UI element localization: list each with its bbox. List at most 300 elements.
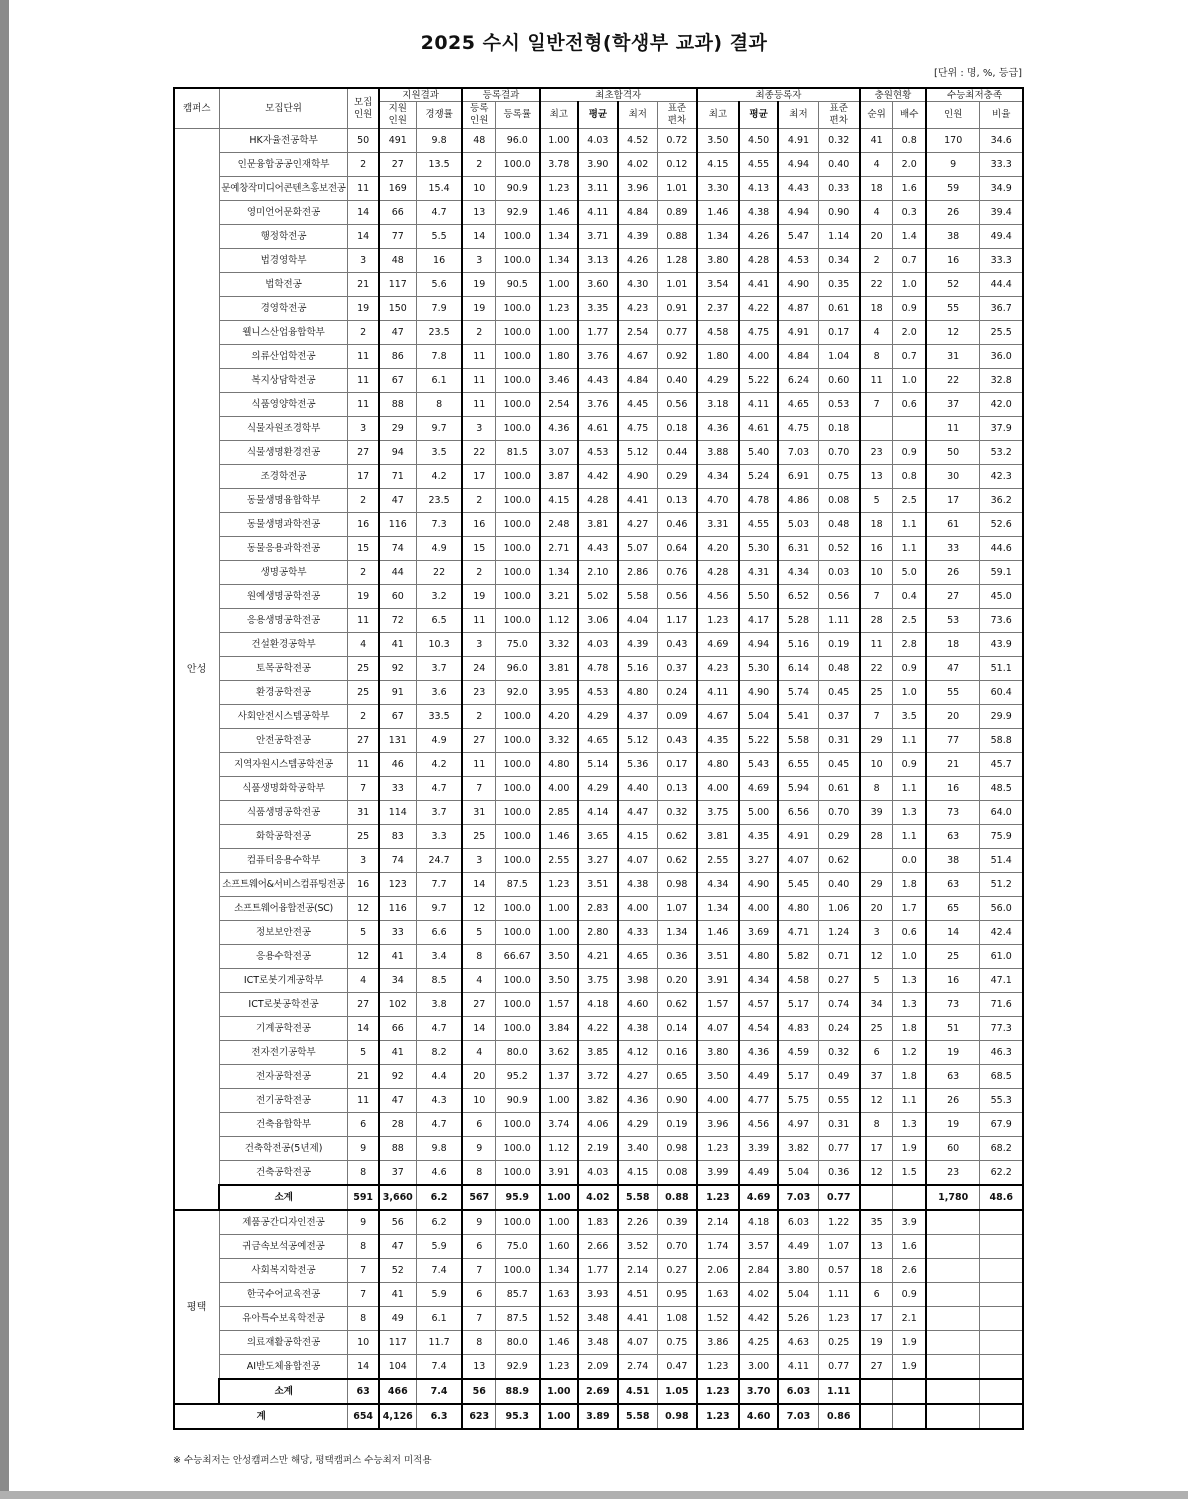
value-cell: 22	[860, 273, 893, 297]
value-cell: 28	[860, 609, 893, 633]
value-cell: 0.17	[657, 753, 697, 777]
value-cell: 2.0	[893, 321, 926, 345]
value-cell: 63	[348, 1379, 379, 1404]
value-cell: 1.63	[540, 1283, 579, 1307]
value-cell: 0.77	[818, 1185, 860, 1210]
value-cell: 39	[860, 801, 893, 825]
value-cell: 5.58	[618, 1185, 658, 1210]
value-cell: 68.5	[980, 1065, 1023, 1089]
value-cell: 8	[860, 777, 893, 801]
value-cell: 0.55	[818, 1089, 860, 1113]
value-cell: 18	[860, 297, 893, 321]
value-cell: 3.46	[540, 369, 579, 393]
value-cell: 16	[348, 873, 379, 897]
value-cell: 50	[348, 129, 379, 153]
value-cell: 16	[926, 249, 980, 273]
value-cell: 45.0	[980, 585, 1023, 609]
value-cell: 4.94	[778, 201, 818, 225]
value-cell: 1.23	[540, 873, 579, 897]
unit-name-cell: ICT로봇공학전공	[219, 993, 348, 1017]
grand-total-row	[174, 1404, 1023, 1429]
value-cell: 5.82	[778, 945, 818, 969]
value-cell: 18	[860, 1259, 893, 1283]
value-cell: 100.0	[496, 1017, 540, 1041]
value-cell: 3.27	[578, 849, 618, 873]
value-cell: 1.23	[540, 1355, 579, 1380]
value-cell: 5.03	[778, 513, 818, 537]
value-cell: 4.58	[778, 969, 818, 993]
table-row	[174, 1017, 1023, 1041]
value-cell: 1.8	[893, 1017, 926, 1041]
value-cell: 23.5	[416, 321, 462, 345]
value-cell: 100.0	[496, 993, 540, 1017]
value-cell: 4.00	[697, 1089, 739, 1113]
unit-name-cell: 전자공학전공	[219, 1065, 348, 1089]
value-cell: 0.24	[818, 1017, 860, 1041]
value-cell: 16	[462, 513, 495, 537]
value-cell: 37	[860, 1065, 893, 1089]
value-cell: 7.9	[416, 297, 462, 321]
value-cell: 0.49	[818, 1065, 860, 1089]
value-cell: 2.8	[893, 633, 926, 657]
value-cell: 1.0	[893, 945, 926, 969]
unit-name-cell: 의료재활공학전공	[219, 1331, 348, 1355]
value-cell: 0.40	[818, 153, 860, 177]
value-cell: 41	[860, 129, 893, 153]
value-cell: 4.29	[578, 777, 618, 801]
value-cell: 2	[348, 705, 379, 729]
header-first-max: 최고	[540, 102, 579, 129]
value-cell: 0.62	[657, 849, 697, 873]
value-cell: 4.47	[618, 801, 658, 825]
value-cell: 34	[379, 969, 416, 993]
value-cell: 2.84	[739, 1259, 779, 1283]
value-cell: 60	[926, 1137, 980, 1161]
value-cell: 81.5	[496, 441, 540, 465]
table-row	[174, 1355, 1023, 1380]
value-cell: 37.9	[980, 417, 1023, 441]
value-cell: 3.40	[618, 1137, 658, 1161]
value-cell: 1.23	[818, 1307, 860, 1331]
value-cell: 4	[860, 153, 893, 177]
value-cell: 4.78	[739, 489, 779, 513]
value-cell: 19	[462, 273, 495, 297]
value-cell: 4	[348, 969, 379, 993]
value-cell: 27	[462, 729, 495, 753]
table-row	[174, 1065, 1023, 1089]
value-cell: 0.20	[657, 969, 697, 993]
table-row	[174, 657, 1023, 681]
value-cell: 4.12	[618, 1041, 658, 1065]
value-cell: 48	[462, 129, 495, 153]
value-cell: 75.0	[496, 633, 540, 657]
unit-name-cell: 사회안전시스템공학부	[219, 705, 348, 729]
value-cell: 27	[860, 1355, 893, 1380]
value-cell: 46.3	[980, 1041, 1023, 1065]
value-cell: 4.21	[578, 945, 618, 969]
value-cell: 4.42	[739, 1307, 779, 1331]
table-row	[174, 561, 1023, 585]
unit-name-cell: 식물생명환경전공	[219, 441, 348, 465]
value-cell: 4.84	[618, 369, 658, 393]
value-cell: 4.27	[618, 1065, 658, 1089]
value-cell: 11	[462, 345, 495, 369]
value-cell: 0.18	[657, 417, 697, 441]
value-cell: 4.60	[739, 1404, 779, 1429]
value-cell: 3.82	[578, 1089, 618, 1113]
value-cell: 63	[926, 825, 980, 849]
value-cell: 5	[462, 921, 495, 945]
unit-name-cell: 식품생명화학공학부	[219, 777, 348, 801]
footnote: ※ 수능최저는 안성캠퍼스만 해당, 평택캠퍼스 수능최저 미적용	[173, 1455, 432, 1466]
value-cell: 48	[379, 249, 416, 273]
value-cell: 8	[348, 1235, 379, 1259]
value-cell: 3.93	[578, 1283, 618, 1307]
value-cell: 1.23	[697, 1404, 739, 1429]
table-row	[174, 489, 1023, 513]
value-cell: 3.51	[697, 945, 739, 969]
table-row	[174, 417, 1023, 441]
value-cell: 31	[462, 801, 495, 825]
value-cell: 0.16	[657, 1041, 697, 1065]
value-cell: 11	[860, 633, 893, 657]
value-cell: 9	[462, 1210, 495, 1235]
value-cell: 4.34	[697, 465, 739, 489]
value-cell: 3.32	[540, 729, 579, 753]
value-cell: 5.22	[739, 729, 779, 753]
value-cell: 65	[926, 897, 980, 921]
value-cell: 1.00	[540, 129, 579, 153]
value-cell: 10.3	[416, 633, 462, 657]
header-campus: 캠퍼스	[174, 88, 219, 129]
value-cell: 1.0	[893, 369, 926, 393]
header-apply-group: 지원결과	[379, 88, 463, 102]
value-cell: 4.94	[778, 153, 818, 177]
value-cell: 4.80	[618, 681, 658, 705]
value-cell: 2.1	[893, 1307, 926, 1331]
header-mult: 배수	[893, 102, 926, 129]
value-cell: 14	[462, 1017, 495, 1041]
value-cell: 5.30	[739, 657, 779, 681]
value-cell: 0.91	[657, 297, 697, 321]
value-cell	[893, 1185, 926, 1210]
value-cell: 4.49	[778, 1235, 818, 1259]
value-cell: 20	[860, 897, 893, 921]
value-cell: 66	[379, 1017, 416, 1041]
value-cell: 7	[860, 585, 893, 609]
value-cell: 3.81	[578, 513, 618, 537]
value-cell: 2.86	[618, 561, 658, 585]
value-cell: 2.69	[578, 1379, 618, 1404]
value-cell: 56	[379, 1210, 416, 1235]
value-cell: 4.55	[739, 513, 779, 537]
table-row	[174, 897, 1023, 921]
value-cell: 3.95	[540, 681, 579, 705]
value-cell: 0.27	[818, 969, 860, 993]
value-cell: 0.34	[818, 249, 860, 273]
value-cell: 4.00	[618, 897, 658, 921]
value-cell: 5.22	[739, 369, 779, 393]
value-cell: 25	[462, 825, 495, 849]
value-cell: 25	[348, 825, 379, 849]
value-cell: 4.34	[778, 561, 818, 585]
value-cell: 4.35	[739, 825, 779, 849]
table-row	[174, 1161, 1023, 1186]
value-cell: 491	[379, 129, 416, 153]
value-cell: 0.32	[818, 129, 860, 153]
value-cell: 1.23	[540, 177, 579, 201]
value-cell: 3.70	[739, 1379, 779, 1404]
value-cell: 2.55	[697, 849, 739, 873]
value-cell: 0.90	[657, 1089, 697, 1113]
value-cell	[926, 1379, 980, 1404]
value-cell: 131	[379, 729, 416, 753]
value-cell: 49	[379, 1307, 416, 1331]
header-first-group: 최초합격자	[540, 88, 697, 102]
value-cell: 0.71	[818, 945, 860, 969]
value-cell: 7	[462, 777, 495, 801]
value-cell: 4.36	[739, 1041, 779, 1065]
value-cell: 0.36	[657, 945, 697, 969]
value-cell: 100.0	[496, 153, 540, 177]
value-cell: 71	[379, 465, 416, 489]
table-row	[174, 609, 1023, 633]
value-cell: 4.9	[416, 537, 462, 561]
value-cell: 1.77	[578, 321, 618, 345]
value-cell: 26	[926, 1089, 980, 1113]
value-cell: 1.57	[697, 993, 739, 1017]
value-cell: 0.70	[657, 1235, 697, 1259]
unit-name-cell: 인문융합공공인재학부	[219, 153, 348, 177]
value-cell: 3.76	[578, 393, 618, 417]
value-cell	[980, 1331, 1023, 1355]
value-cell: 3.4	[416, 945, 462, 969]
header-wait-group: 충원현황	[860, 88, 926, 102]
value-cell: 32.8	[980, 369, 1023, 393]
unit-name-cell: 기계공학전공	[219, 1017, 348, 1041]
value-cell: 4.11	[697, 681, 739, 705]
value-cell: 4.02	[578, 1185, 618, 1210]
value-cell: 100.0	[496, 705, 540, 729]
value-cell: 2.48	[540, 513, 579, 537]
value-cell: 3.52	[618, 1235, 658, 1259]
value-cell: 1.00	[540, 1185, 579, 1210]
unit-name-cell: 소프트웨어융합전공(SC)	[219, 897, 348, 921]
value-cell: 4.34	[739, 969, 779, 993]
value-cell: 3.50	[697, 1065, 739, 1089]
unit-name-cell: 제품공간디자인전공	[219, 1210, 348, 1235]
value-cell: 4.07	[618, 849, 658, 873]
table-row	[174, 705, 1023, 729]
value-cell: 88	[379, 393, 416, 417]
value-cell: 7.03	[778, 441, 818, 465]
value-cell: 0.9	[893, 1283, 926, 1307]
value-cell: 1.14	[818, 225, 860, 249]
value-cell: 6.14	[778, 657, 818, 681]
value-cell: 1.5	[893, 1161, 926, 1186]
value-cell: 4	[860, 321, 893, 345]
value-cell: 14	[462, 873, 495, 897]
value-cell: 33.3	[980, 153, 1023, 177]
unit-name-cell: 동물생명과학전공	[219, 513, 348, 537]
value-cell: 3.75	[578, 969, 618, 993]
value-cell: 1.9	[893, 1331, 926, 1355]
value-cell: 4.70	[697, 489, 739, 513]
value-cell: 22	[462, 441, 495, 465]
value-cell: 6.1	[416, 369, 462, 393]
value-cell: 4.65	[578, 729, 618, 753]
value-cell: 0.98	[657, 873, 697, 897]
value-cell: 7	[348, 1259, 379, 1283]
value-cell: 100.0	[496, 585, 540, 609]
value-cell: 4.18	[578, 993, 618, 1017]
value-cell: 3.80	[697, 1041, 739, 1065]
value-cell: 48.6	[980, 1185, 1023, 1210]
value-cell: 4.87	[778, 297, 818, 321]
table-row	[174, 153, 1023, 177]
value-cell: 4.15	[618, 825, 658, 849]
value-cell: 24.7	[416, 849, 462, 873]
value-cell: 38	[926, 225, 980, 249]
value-cell: 36.0	[980, 345, 1023, 369]
value-cell: 3.00	[739, 1355, 779, 1380]
value-cell: 1.05	[657, 1379, 697, 1404]
value-cell: 5.47	[778, 225, 818, 249]
value-cell: 14	[348, 1017, 379, 1041]
value-cell: 90.9	[496, 1089, 540, 1113]
value-cell: 7.7	[416, 873, 462, 897]
value-cell: 5.74	[778, 681, 818, 705]
value-cell: 0.53	[818, 393, 860, 417]
value-cell	[860, 1185, 893, 1210]
value-cell: 100.0	[496, 513, 540, 537]
value-cell: 2.66	[578, 1235, 618, 1259]
value-cell: 13	[462, 1355, 495, 1380]
value-cell: 18	[926, 633, 980, 657]
value-cell: 92.9	[496, 201, 540, 225]
value-cell: 6.52	[778, 585, 818, 609]
value-cell: 0.27	[657, 1259, 697, 1283]
value-cell: 100.0	[496, 609, 540, 633]
table-row	[174, 297, 1023, 321]
unit-name-cell: 생명공학부	[219, 561, 348, 585]
value-cell: 1.6	[893, 1235, 926, 1259]
value-cell: 28	[860, 825, 893, 849]
value-cell: 5	[348, 1041, 379, 1065]
value-cell: 3	[462, 249, 495, 273]
value-cell: 38	[926, 849, 980, 873]
value-cell: 96.0	[496, 657, 540, 681]
value-cell: 6.31	[778, 537, 818, 561]
value-cell: 5.40	[739, 441, 779, 465]
value-cell: 4.25	[739, 1331, 779, 1355]
table-row	[174, 585, 1023, 609]
value-cell: 74	[379, 537, 416, 561]
value-cell: 1.12	[540, 1137, 579, 1161]
value-cell: 17	[348, 465, 379, 489]
value-cell: 75.9	[980, 825, 1023, 849]
value-cell: 4.02	[618, 153, 658, 177]
value-cell: 0.43	[657, 633, 697, 657]
value-cell: 72	[379, 609, 416, 633]
value-cell: 1.80	[540, 345, 579, 369]
value-cell: 6.2	[416, 1210, 462, 1235]
value-cell: 2.5	[893, 609, 926, 633]
value-cell: 47.1	[980, 969, 1023, 993]
value-cell: 92.9	[496, 1355, 540, 1380]
header-first-min: 최저	[618, 102, 658, 129]
value-cell: 5.5	[416, 225, 462, 249]
value-cell: 1.37	[540, 1065, 579, 1089]
value-cell: 42.4	[980, 921, 1023, 945]
value-cell: 1.0	[893, 273, 926, 297]
value-cell: 0.29	[818, 825, 860, 849]
value-cell: 0.32	[818, 1041, 860, 1065]
value-cell: 6.6	[416, 921, 462, 945]
value-cell: 100.0	[496, 417, 540, 441]
value-cell: 14	[926, 921, 980, 945]
value-cell: 12	[860, 1089, 893, 1113]
value-cell: 0.56	[657, 393, 697, 417]
value-cell: 1.1	[893, 513, 926, 537]
header-first-avg: 평균	[578, 102, 618, 129]
unit-name-cell: 소프트웨어&서비스컴퓨팅전공	[219, 873, 348, 897]
value-cell: 15	[462, 537, 495, 561]
unit-name-cell: ICT로봇기계공학부	[219, 969, 348, 993]
value-cell: 53	[926, 609, 980, 633]
value-cell: 6.3	[416, 1404, 462, 1429]
value-cell: 0.37	[818, 705, 860, 729]
value-cell: 0.35	[818, 273, 860, 297]
value-cell: 4.59	[778, 1041, 818, 1065]
value-cell: 1.9	[893, 1355, 926, 1380]
value-cell: 17	[860, 1137, 893, 1161]
value-cell: 19	[462, 297, 495, 321]
value-cell: 4.2	[416, 753, 462, 777]
value-cell: 8	[462, 1161, 495, 1186]
value-cell: 55.3	[980, 1089, 1023, 1113]
value-cell: 6	[462, 1235, 495, 1259]
value-cell: 1.1	[893, 1089, 926, 1113]
value-cell: 61	[926, 513, 980, 537]
results-table	[173, 87, 1024, 1430]
value-cell: 20	[926, 705, 980, 729]
value-cell: 63	[926, 1065, 980, 1089]
value-cell: 6.2	[416, 1185, 462, 1210]
value-cell: 0.18	[818, 417, 860, 441]
value-cell: 4.2	[416, 465, 462, 489]
table-row	[174, 993, 1023, 1017]
value-cell: 56.0	[980, 897, 1023, 921]
value-cell: 0.77	[657, 321, 697, 345]
subtotal-row	[174, 1185, 1023, 1210]
value-cell: 0.48	[818, 513, 860, 537]
value-cell: 4.6	[416, 1161, 462, 1186]
unit-name-cell: 식품영양학전공	[219, 393, 348, 417]
value-cell: 10	[860, 561, 893, 585]
header-csat-count: 인원	[926, 102, 980, 129]
value-cell: 18	[860, 513, 893, 537]
table-row	[174, 465, 1023, 489]
value-cell: 4.42	[578, 465, 618, 489]
value-cell: 6.5	[416, 609, 462, 633]
value-cell: 5.16	[778, 633, 818, 657]
table-row	[174, 321, 1023, 345]
value-cell: 58.8	[980, 729, 1023, 753]
value-cell: 95.2	[496, 1065, 540, 1089]
value-cell: 51.1	[980, 657, 1023, 681]
value-cell: 17	[462, 465, 495, 489]
